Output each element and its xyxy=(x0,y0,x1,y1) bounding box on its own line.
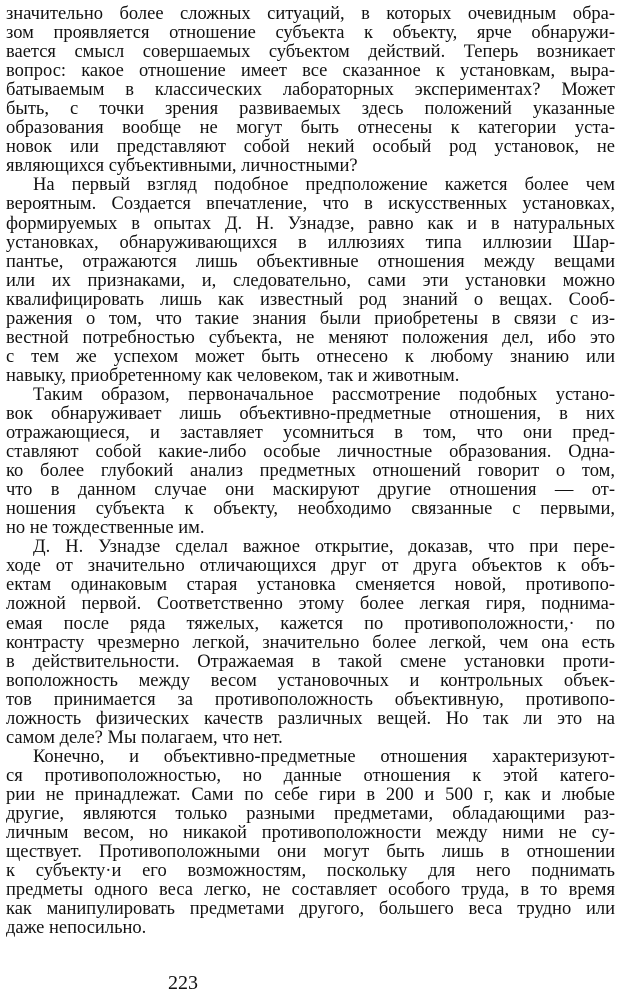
text-line: как манипулировать предметами другого, большего веса трудно или xyxy=(6,900,615,920)
text-line: ношения субъекта к объекту, необходимо связанные с первыми, xyxy=(6,500,615,520)
text-line: ектам одинаковым старая установка сменяется новой, противопо- xyxy=(6,576,615,596)
text-line: ставляют собой какие-либо особые личностные образования. Одна- xyxy=(6,443,615,463)
text-line: с тем же успехом может быть отнесено к любому знанию или xyxy=(6,347,615,367)
paragraph xyxy=(6,748,615,938)
paragraph xyxy=(6,386,615,538)
text-line: новок или представляют собой некий особый род установок, не xyxy=(6,138,615,158)
text-line: образования вообще не могут быть отнесены к категории уста- xyxy=(6,119,615,139)
text-line: вестной потребностью субъекта, не меняют положения дел, ибо это xyxy=(6,328,615,348)
text-line: быть, с точки зрения развиваемых здесь положений указанные xyxy=(6,100,615,120)
text-line: другие, являются только разными предметами, обладающими раз- xyxy=(6,804,615,824)
text-line: вопрос: какое отношение имеет все сказанное к установкам, выра- xyxy=(6,62,615,82)
text-line: ко более глубокий анализ предметных отношений говорит о том, xyxy=(6,462,615,482)
text-line: предметы одного веса легко, не составляет особого труда, в то время xyxy=(6,881,615,901)
text-line: пантье, отражаются лишь объективные отношения между вещами xyxy=(6,252,615,272)
paragraph xyxy=(6,176,615,386)
text-line: ложность физических качеств различных вещей. Но так ли это на xyxy=(6,709,615,729)
text-line: тов принимается за противоположность объективную, противопо- xyxy=(6,690,615,710)
text-line: Таким образом, первоначальное рассмотрение подобных устано- xyxy=(33,385,615,405)
text-line: навыку, приобретенному как человеком, так и животным. xyxy=(6,366,460,386)
page-body-text xyxy=(6,5,615,938)
text-line: установках, обнаруживающихся в иллюзиях типа иллюзии Шар- xyxy=(6,233,615,253)
text-line: контрасту чрезмерно легкой, значительно более легкой, чем она есть xyxy=(6,633,615,653)
text-line: являющихся субъективными, личностными? xyxy=(6,157,358,177)
text-line: вок обнаруживает лишь объективно-предметные отношения, в них xyxy=(6,404,615,424)
text-line: На первый взгляд подобное предположение кажется более чем xyxy=(33,176,615,196)
text-line: но не тождественные им. xyxy=(6,519,205,539)
text-line: что в данном случае они маскируют другие отношения — от- xyxy=(6,481,615,501)
paragraph xyxy=(6,538,615,748)
text-line: вается смысл совершаемых субъектом действий. Теперь возникает xyxy=(6,43,615,63)
text-line: самом деле? Мы полагаем, что нет. xyxy=(6,728,283,748)
text-line: рии не принадлежат. Сами по себе гири в 200 и 500 г, как и любые xyxy=(6,785,615,805)
text-line: Конечно, и объективно-предметные отношения характеризуют- xyxy=(33,747,615,767)
text-line: ложной первой. Соответственно этому более легкая гиря, поднима- xyxy=(6,595,615,615)
text-line: воположность между весом установочных и контрольных объек- xyxy=(6,671,615,691)
text-line: Д. Н. Узнадзе сделал важное открытие, доказав, что при пере- xyxy=(33,538,615,558)
text-line: или их признаками, и, следовательно, сами эти установки можно xyxy=(6,271,615,291)
text-line: к субъекту·и его возможностям, поскольку для него поднимать xyxy=(6,862,615,882)
text-line: личным весом, но никакой противоположности между ними не су- xyxy=(6,824,615,844)
text-line: батываемым в классических лабораторных экспериментах? Может xyxy=(6,81,615,101)
text-line: ся противоположностью, но данные отношения к этой катего- xyxy=(6,766,615,786)
paragraph xyxy=(6,5,615,176)
text-line: зом проявляется отношение субъекта к объекту, ярче обнаружи- xyxy=(6,24,615,44)
text-line: даже непосильно. xyxy=(6,919,147,939)
text-line: значительно более сложных ситуаций, в которых очевидным обра- xyxy=(6,5,615,24)
text-line: формируемых в опытах Д. Н. Узнадзе, равно как и в натуральных xyxy=(6,214,615,234)
text-line: квалифицировать лишь как известный род знаний о вещах. Сооб- xyxy=(6,290,615,310)
text-line: в действительности. Отражаемая в такой смене установки проти- xyxy=(6,652,615,672)
page-number: 223 xyxy=(168,972,198,994)
text-line: ражения о том, что такие знания были приобретены в связи с из- xyxy=(6,309,615,329)
text-line: емая после ряда тяжелых, кажется по противоположности,· по xyxy=(6,614,615,634)
text-line: ходе от значительно отличающихся друг от друга объектов к объ- xyxy=(6,557,615,577)
text-line: ществует. Противоположными они могут быть лишь в отношении xyxy=(6,843,615,863)
text-line: вероятным. Создается впечатление, что в искусственных установках, xyxy=(6,195,615,215)
text-line: отражающиеся, и заставляет усомниться в том, что они пред- xyxy=(6,424,615,444)
